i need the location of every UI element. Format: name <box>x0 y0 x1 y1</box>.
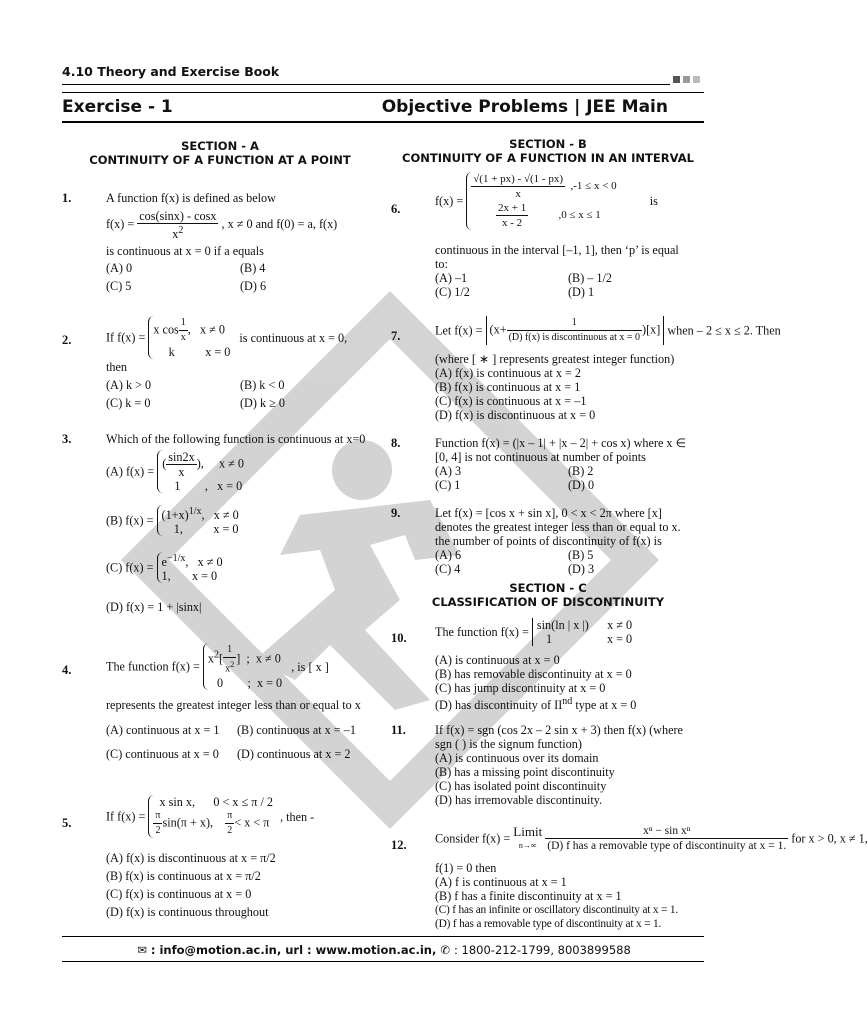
q1-stem: A function f(x) is defined as below <box>106 191 276 205</box>
q8-option-b: (B) 2 <box>568 464 594 478</box>
q2-formula: If f(x) = x cos $\frac{1}{x}$ , x ≠ 0 k x = 0 is continuous at x = 0, <box>106 317 348 359</box>
q9-line2: denotes the greatest integer less than or equal to x. <box>435 520 681 534</box>
section-a-title: SECTION - A <box>181 139 259 153</box>
footer-rule-top <box>62 936 704 937</box>
q12-option-b: (B) f has a finite discontinuity at x = 1 <box>435 889 622 903</box>
q7-option-c: (C) f(x) is continuous at x = –1 <box>435 394 587 408</box>
section-b-subtitle: CONTINUITY OF A FUNCTION IN AN INTERVAL <box>402 151 694 165</box>
q10-option-a: (A) is continuous at x = 0 <box>435 653 560 667</box>
q3-option-a: (A) f(x) = ( $\frac{\sin 2x}{x}$ ), x ≠ 0 1 , x = 0 <box>106 450 245 493</box>
q4-formula: The function f(x) = $x^2$[ $\frac{1}{x^2}$ ] ; x ≠ 0 0 ; x = 0 , is [ x ] <box>106 644 329 691</box>
q5-option-d: (D) f(x) is continuous throughout <box>106 905 269 919</box>
header-square-3 <box>693 76 700 83</box>
q1-option-d: (D) 6 <box>240 279 267 293</box>
footer-contact <box>0 943 768 957</box>
q6-option-a: (A) –1 <box>435 271 468 285</box>
phone-icon: ✆ <box>440 943 450 957</box>
q6-formula: f(x) = $\frac{√(1 + px) - √(1 - px)}{x}$ ,-1 ≤ x < 0 $\frac{2x + 1}{x - 2}$ ,0 ≤ x ≤ 1 is <box>435 173 658 229</box>
q6-line3: to: <box>435 257 448 271</box>
q12-line2: f(1) = 0 then <box>435 861 497 875</box>
title-rule-bottom <box>62 121 704 123</box>
q1-option-b: (B) 4 <box>240 261 266 275</box>
q12-number: 12. <box>391 838 407 852</box>
section-b-heading <box>393 137 703 165</box>
section-a-subtitle: CONTINUITY OF A FUNCTION AT A POINT <box>89 153 351 167</box>
q11-option-d: (D) has irremovable discontinuity. <box>435 793 603 807</box>
header-square-2 <box>683 76 690 83</box>
q11-option-b: (B) has a missing point discontinuity <box>435 765 615 779</box>
q6-number: 6. <box>391 202 401 216</box>
section-c-title: SECTION - C <box>509 581 587 595</box>
q5-number: 5. <box>62 816 72 830</box>
q12-option-d: (D) f has a removable type of discontinuity at x = 1. <box>435 918 662 930</box>
q8-option-c: (C) 1 <box>435 478 461 492</box>
q9-option-c: (C) 4 <box>435 562 461 576</box>
section-a-heading <box>70 139 370 167</box>
q1-line2: is continuous at x = 0 if a equals <box>106 244 264 258</box>
mail-icon: ✉ <box>137 943 147 957</box>
q12-option-c: (C) f has an infinite or oscillatory discontinuity at x = 1. <box>435 904 679 916</box>
q9-line3: the number of points of discontinuity of f(x) is <box>435 534 662 548</box>
header-square-1 <box>673 76 680 83</box>
q2-number: 2. <box>62 333 72 347</box>
q4-option-b: (B) continuous at x = –1 <box>237 723 356 737</box>
q11-number: 11. <box>391 723 406 737</box>
q6-option-c: (C) 1/2 <box>435 285 470 299</box>
q5-option-c: (C) f(x) is continuous at x = 0 <box>106 887 252 901</box>
q4-line2: represents the greatest integer less than or equal to x <box>106 698 361 712</box>
q2-option-a: (A) k > 0 <box>106 378 152 392</box>
q12-formula: Consider f(x) = Limit n→∞ $\frac{\text{xⁿ − sin xⁿ}}{\text{(D) f has a removable type of discontinuity at x = 1.}}$ for x > 0, x ≠ 1, <box>435 823 868 852</box>
q1-formula: f(x) = $\frac{\cos(\sin x) - \cos x}{x^2}$ , x ≠ 0 and f(0) = a, f(x) <box>106 209 338 242</box>
q4-option-c: (C) continuous at x = 0 <box>106 747 219 761</box>
footer-phone: : 1800-212-1799, 8003899588 <box>454 943 631 957</box>
q8-line1: Function f(x) = (|x – 1| + |x – 2| + cos x) where x ∈ <box>435 436 687 450</box>
q6-option-d: (D) 1 <box>568 285 595 299</box>
q3-option-c: (C) f(x) = $e^{-1/x}$, x ≠ 0 1, x = 0 <box>106 553 223 584</box>
book-title: 4.10 Theory and Exercise Book <box>62 64 280 79</box>
q7-option-a: (A) f(x) is continuous at x = 2 <box>435 366 581 380</box>
q3-option-b: (B) f(x) = $(1+x)^{1/x}$, x ≠ 0 1, x = 0 <box>106 506 239 537</box>
q10-option-c: (C) has jump discontinuity at x = 0 <box>435 681 606 695</box>
q1-option-c: (C) 5 <box>106 279 132 293</box>
q10-formula: The function f(x) = sin(ln | x |) x ≠ 0 1 x = 0 <box>435 618 633 646</box>
q5-option-b: (B) f(x) is continuous at x = π/2 <box>106 869 261 883</box>
q10-number: 10. <box>391 631 407 645</box>
q2-option-c: (C) k = 0 <box>106 396 151 410</box>
q1-number: 1. <box>62 191 72 205</box>
section-c-subtitle: CLASSIFICATION OF DISCONTINUITY <box>431 595 665 609</box>
q2-line2: then <box>106 360 127 374</box>
q9-number: 9. <box>391 506 401 520</box>
q11-option-c: (C) has isolated point discontinuity <box>435 779 607 793</box>
section-c-heading <box>393 581 703 609</box>
exercise-category: Objective Problems | JEE Main <box>381 97 668 117</box>
q10-option-d: (D) has discontinuity of IInd type at x = 0 <box>435 696 637 713</box>
q11-line1: If f(x) = sgn (cos 2x – 2 sin x + 3) then f(x) (where <box>435 723 683 737</box>
q5-option-a: (A) f(x) is discontinuous at x = π/2 <box>106 851 276 865</box>
q7-option-b: (B) f(x) is continuous at x = 1 <box>435 380 581 394</box>
q7-number: 7. <box>391 329 401 343</box>
q8-line2: [0, 4] is not continuous at number of points <box>435 450 646 464</box>
footer-email: : info@motion.ac.in, url : www.motion.ac.in, <box>150 943 437 957</box>
q9-option-b: (B) 5 <box>568 548 594 562</box>
q2-option-b: (B) k < 0 <box>240 378 285 392</box>
q4-option-d: (D) continuous at x = 2 <box>237 747 351 761</box>
q3-number: 3. <box>62 432 72 446</box>
q3-stem: Which of the following function is continuous at x=0 <box>106 432 366 446</box>
section-b-title: SECTION - B <box>509 137 587 151</box>
q5-formula: If f(x) = x sin x, 0 < x ≤ π / 2 $\frac{\pi}{2}$ sin(π + x), $\frac{\pi}{2}$ < x < π , then - <box>106 795 315 836</box>
q9-option-a: (A) 6 <box>435 548 462 562</box>
title-rule-top <box>62 92 704 93</box>
q7-line2: (where [ ∗ ] represents greatest integer function) <box>435 352 675 366</box>
q6-line2: continuous in the interval [–1, 1], then ‘p’ is equal <box>435 243 679 257</box>
q8-option-a: (A) 3 <box>435 464 462 478</box>
header-rule <box>62 84 670 85</box>
q10-option-b: (B) has removable discontinuity at x = 0 <box>435 667 632 681</box>
exercise-title: Exercise - 1 <box>62 97 173 117</box>
q7-formula: Let f(x) = (x+ $\frac{1}{\text{(D) f(x) is discontinuous at x = 0}}$ )[x] when – 2 ≤ x ≤ 2. Then <box>435 317 781 343</box>
q7-option-d: (D) f(x) is discontinuous at x = 0 <box>435 408 596 422</box>
q11-option-a: (A) is continuous over its domain <box>435 751 599 765</box>
q8-option-d: (D) 0 <box>568 478 595 492</box>
footer-rule-bottom <box>62 961 704 962</box>
q3-option-d: (D) f(x) = 1 + |sinx| <box>106 600 202 614</box>
q2-option-d: (D) k ≥ 0 <box>240 396 285 410</box>
q4-number: 4. <box>62 663 72 677</box>
q4-option-a: (A) continuous at x = 1 <box>106 723 220 737</box>
q1-option-a: (A) 0 <box>106 261 133 275</box>
q6-option-b: (B) – 1/2 <box>568 271 613 285</box>
q8-number: 8. <box>391 436 401 450</box>
q12-option-a: (A) f is continuous at x = 1 <box>435 875 567 889</box>
q9-option-d: (D) 3 <box>568 562 595 576</box>
q11-line2: sgn ( ) is the signum function) <box>435 737 582 751</box>
q9-line1: Let f(x) = [cos x + sin x], 0 < x < 2π where [x] <box>435 506 662 520</box>
